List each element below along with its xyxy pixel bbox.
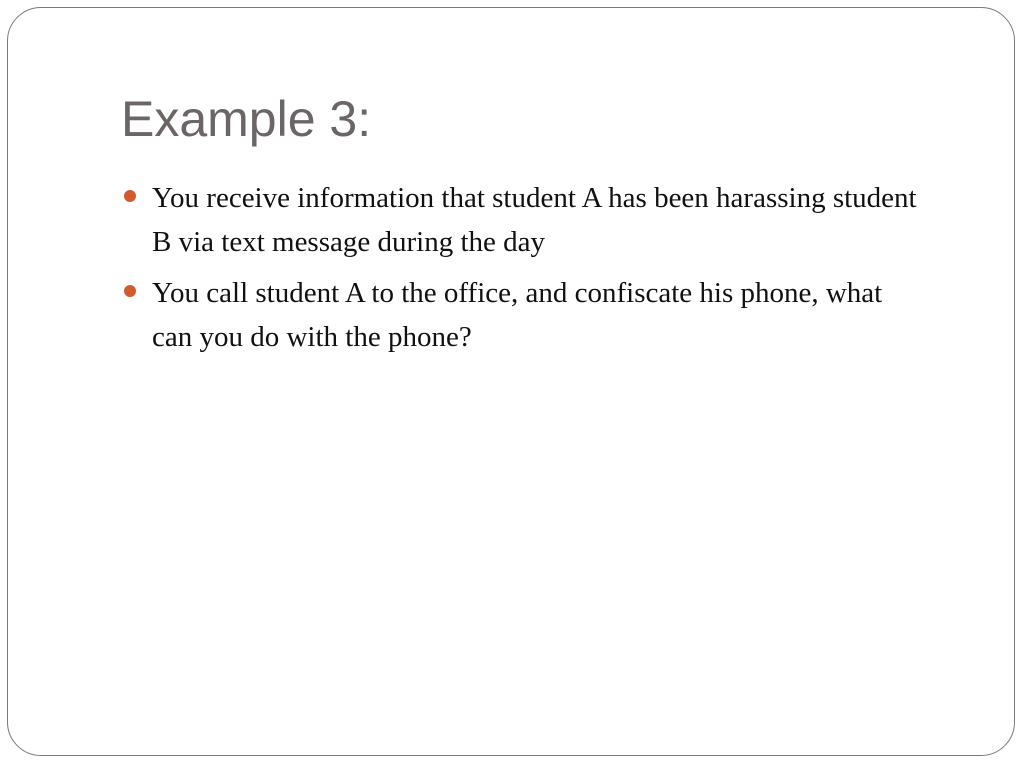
slide-title: Example 3: xyxy=(121,91,372,147)
bullet-dot-icon xyxy=(124,285,136,297)
bullet-text: You receive information that student A has been harassing student B via text message during the day xyxy=(152,182,917,258)
bullet-dot-icon xyxy=(124,190,136,202)
bullet-item xyxy=(123,271,923,359)
bullet-text: You call student A to the office, and confiscate his phone, what can you do with the phone? xyxy=(152,277,883,353)
bullet-item xyxy=(123,176,923,264)
bullet-list xyxy=(123,176,923,366)
slide-frame xyxy=(7,7,1015,756)
